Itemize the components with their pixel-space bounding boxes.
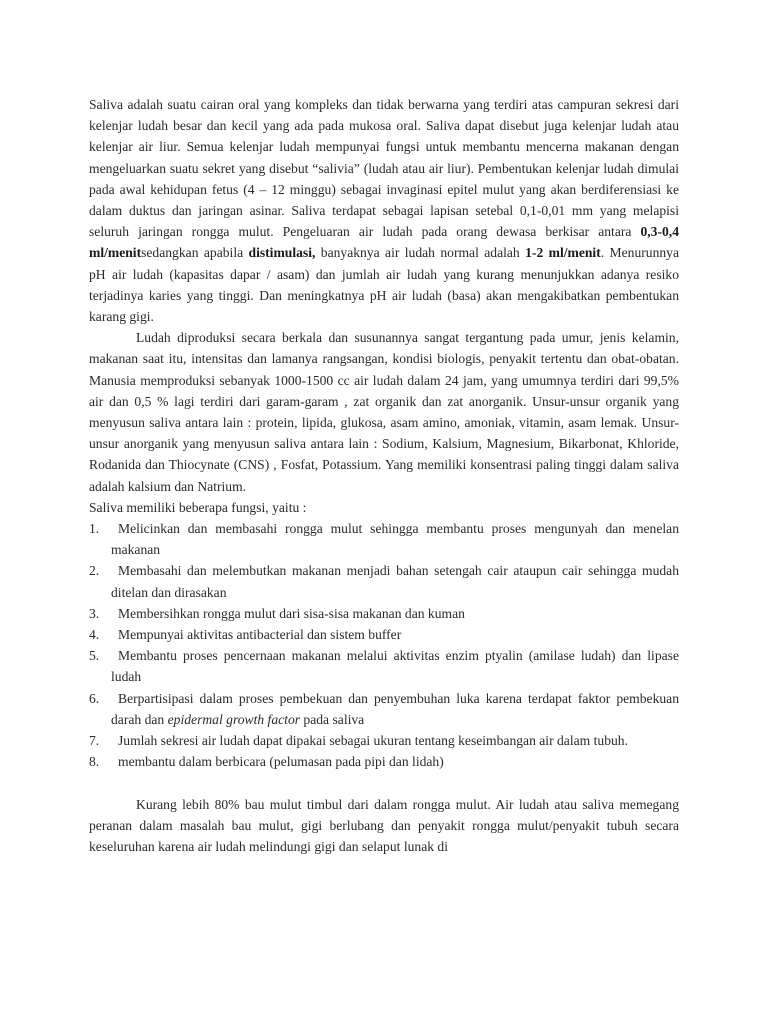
list-item (89, 730, 679, 751)
list-intro: Saliva memiliki beberapa fungsi, yaitu : (89, 499, 307, 515)
function-list (89, 518, 679, 772)
list-item (89, 518, 679, 560)
list-number: 7. (89, 733, 100, 749)
list-number: 3. (89, 605, 100, 621)
list-number: 8. (89, 754, 100, 770)
list-item-text: Membersihkan rongga mulut dari sisa-sisa makanan dan kuman (118, 605, 465, 621)
list-number: 1. (89, 521, 100, 537)
list-item-text: Melicinkan dan membasahi rongga mulut sehingga membantu proses mengunyah dan menelan makanan (111, 521, 679, 558)
italic-term: epidermal growth factor (167, 711, 301, 727)
paragraph-text: sedangkan apabila (141, 245, 249, 261)
bold-text-stimulated: distimulasi, (248, 245, 316, 261)
paragraph-bad-breath: Kurang lebih 80% bau mulut timbul dari dalam rongga mulut. Air ludah atau saliva memegang peranan dalam masalah bau mulut, gigi berlubang dan penyakit rongga mulut/penyakit tubuh secara keseluruhan karena air ludah melindungi gigi dan selaput lunak di (89, 796, 679, 854)
list-item (89, 624, 679, 645)
paragraph-text: Saliva adalah suatu cairan oral yang kompleks dan tidak berwarna yang terdiri atas campuran sekresi dari kelenjar ludah besar dan kecil yang ada pada mukosa oral. Saliva dapat disebut juga kelenjar ludah atau kelenjar air liur. Semua kelenjar ludah mempunyai fungsi untuk membantu mencerna makanan dengan mengeluarkan suatu sekret yang disebut “salivia” (ludah atau air liur). Pembentukan kelenjar ludah dimulai pada awal kehidupan fetus (4 – 12 minggu) sebagai invaginasi epitel mulut yang akan berdiferensiasi ke dalam duktus dan jaringan asinar. Saliva terdapat sebagai lapisan setebal 0,1-0,01 mm yang melapisi seluruh jaringan rongga mulut. Pengeluaran air ludah pada orang dewasa berkisar antara (89, 97, 679, 240)
list-item-text-part: pada saliva (300, 711, 365, 727)
bold-text-flow-rate: 0,3-0,4 ml/menit (89, 224, 679, 261)
list-item-text (111, 691, 679, 727)
list-item-text: Membantu proses pencernaan makanan melalui aktivitas enzim ptyalin (amilase ludah) dan lipase ludah (111, 648, 679, 685)
list-item-text: Jumlah sekresi air ludah dapat dipakai sebagai ukuran tentang keseimbangan air dalam tubuh. (118, 733, 628, 749)
list-item (89, 560, 679, 602)
list-item (89, 751, 679, 772)
document-page (89, 94, 679, 857)
list-number: 5. (89, 648, 100, 664)
paragraph-text: . Menurunnya pH air ludah (kapasitas dapar / asam) dan jumlah air ludah yang kurang menunjukkan adanya resiko terjadinya karies yang tinggi. Dan meningkatnya pH air ludah (basa) akan mengakibatkan pembentukan karang gigi. (89, 245, 680, 325)
list-item-text: Membasahi dan melembutkan makanan menjadi bahan setengah cair ataupun cair sehingga mudah ditelan dan dirasakan (111, 563, 679, 600)
list-item (89, 603, 679, 624)
paragraph-text: banyaknya air ludah normal adalah (315, 245, 526, 261)
list-item-text: membantu dalam berbicara (pelumasan pada pipi dan lidah) (118, 754, 444, 770)
list-item-text: Mempunyai aktivitas antibacterial dan sistem buffer (118, 627, 402, 643)
paragraph-saliva-definition (89, 94, 679, 327)
list-number: 4. (89, 627, 100, 643)
list-item (89, 645, 679, 687)
paragraph-gap (89, 773, 679, 794)
list-number: 2. (89, 563, 100, 579)
list-number: 6. (89, 690, 100, 706)
list-item (89, 688, 679, 730)
bold-text-normal-rate: 1-2 ml/menit (525, 245, 601, 261)
list-item-text-part: Berpartisipasi dalam proses pembekuan dan penyembuhan luka karena terdapat faktor pembekuan darah dan (111, 690, 679, 727)
paragraph-saliva-production: Ludah diproduksi secara berkala dan susunannya sangat tergantung pada umur, jenis kelamin, makanan saat itu, intensitas dan lamanya rangsangan, kondisi biologis, penyakit tertentu dan obat-obatan. Manusia memproduksi sebanyak 1000-1500 cc air ludah dalam 24 jam, yang umumnya terdiri dari 99,5% air dan 0,5 % lagi terdiri dari garam-garam , zat organik dan zat anorganik. Unsur-unsur organik yang menyusun saliva antara lain : protein, lipida, glukosa, asam amino, amoniak, vitamin, asam lemak. Unsur-unsur anorganik yang menyusun saliva antara lain : Sodium, Kalsium, Magnesium, Bikarbonat, Khloride, Rodanida dan Thiocynate (CNS) , Fosfat, Potassium. Yang memiliki konsentrasi paling tinggi dalam saliva adalah kalsium dan Natrium. (89, 330, 679, 494)
